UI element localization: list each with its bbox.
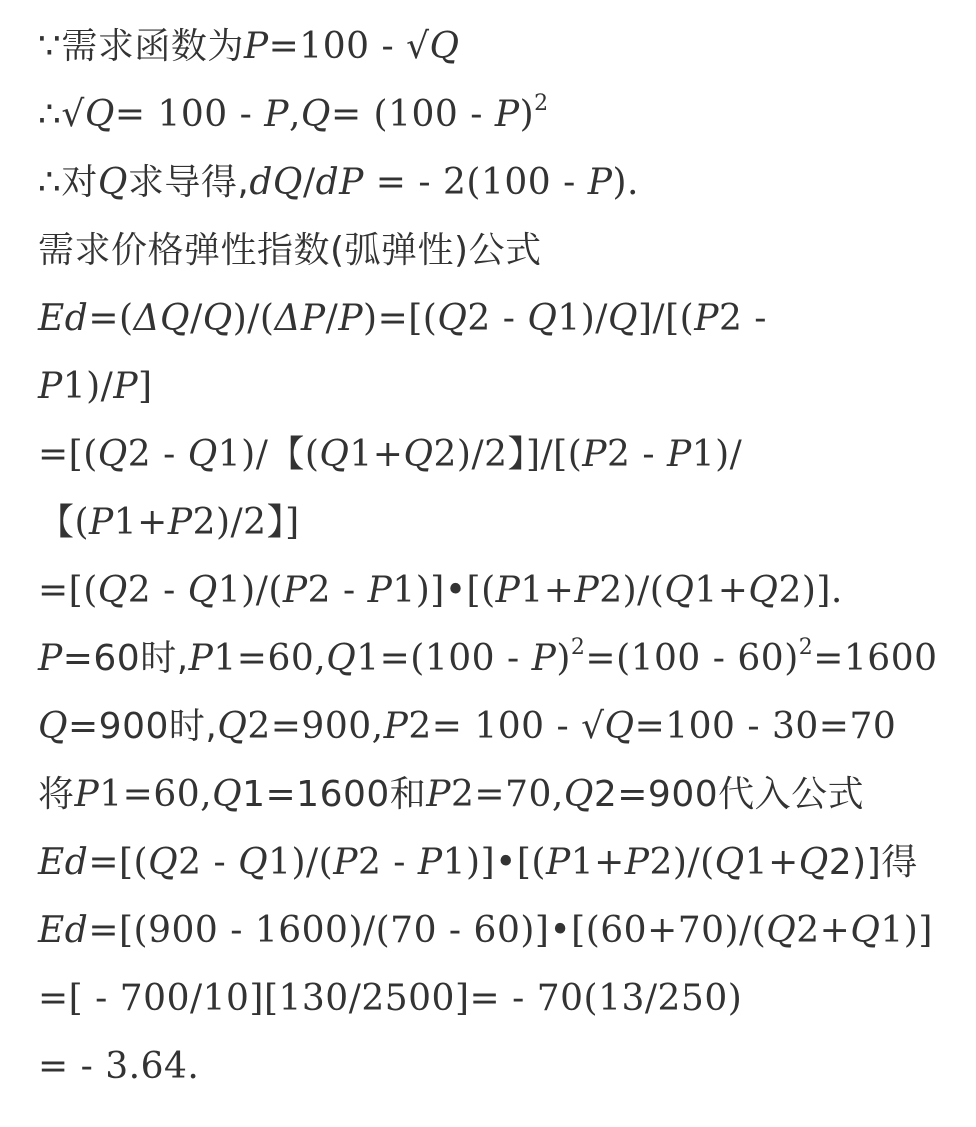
text-segment: )=[(	[363, 298, 438, 339]
text-line	[38, 358, 938, 426]
solution-text	[38, 18, 938, 1106]
text-segment: ∴√	[38, 94, 85, 135]
math-variable: Q	[437, 298, 468, 339]
math-variable: Q	[604, 706, 635, 747]
text-segment: 1+	[694, 570, 749, 611]
math-variable: P	[113, 366, 139, 407]
math-variable: Q	[748, 570, 779, 611]
math-variable: P	[243, 26, 269, 67]
text-segment: 2)]得	[828, 842, 918, 883]
superscript: 2	[798, 635, 814, 660]
text-segment: 2 -	[357, 842, 418, 883]
math-variable: Ed	[38, 910, 89, 951]
math-variable: P	[188, 638, 214, 679]
math-variable: ΔQ	[133, 298, 191, 339]
text-segment: )	[519, 94, 535, 135]
text-segment: )	[556, 638, 571, 679]
math-variable: P	[582, 434, 607, 475]
math-variable: Q	[187, 570, 218, 611]
text-segment: 将	[38, 774, 75, 815]
text-segment: /	[302, 162, 316, 203]
text-segment: 2 -	[606, 434, 667, 475]
text-segment: 1)/【(	[217, 434, 320, 475]
math-variable: P	[531, 638, 557, 679]
text-segment: ∵需求函数为	[38, 26, 244, 67]
math-variable: P	[367, 570, 393, 611]
text-segment: 求导得,	[127, 162, 250, 203]
text-segment: =[(	[38, 434, 98, 475]
math-variable: Q	[38, 706, 69, 747]
math-variable: Q	[319, 434, 350, 475]
text-segment: 2=900代入公式	[593, 774, 865, 815]
text-segment: =[(	[38, 570, 98, 611]
text-segment: 需求价格弹性指数(弧弹性)公式	[38, 230, 542, 271]
text-segment: 1=60,	[213, 638, 327, 679]
text-line	[38, 630, 938, 698]
text-segment: 2)/2】]/[(	[433, 434, 583, 475]
math-variable: Q	[607, 298, 638, 339]
math-variable: Ed	[38, 298, 89, 339]
math-variable: Q	[563, 774, 594, 815]
text-line	[38, 222, 938, 290]
text-segment: 2 -	[718, 298, 767, 339]
math-variable: P	[624, 842, 650, 883]
text-segment: 1+	[570, 842, 625, 883]
text-segment: 1)/	[691, 434, 743, 475]
math-variable: P	[694, 298, 719, 339]
text-segment: )/(	[232, 298, 275, 339]
text-line	[38, 86, 938, 154]
text-line	[38, 902, 938, 970]
math-variable: P	[417, 842, 443, 883]
math-variable: Q	[714, 842, 745, 883]
text-segment: =[ - 700/10][130/2500]= - 70(13/250)	[38, 978, 743, 1019]
text-segment: 2)/(	[649, 842, 715, 883]
math-variable: P	[167, 502, 193, 543]
text-segment: 2=900,	[247, 706, 384, 747]
text-line	[38, 1038, 938, 1106]
text-segment: 1=1600和	[242, 774, 427, 815]
math-variable: Q	[798, 842, 829, 883]
text-line	[38, 562, 938, 630]
math-variable: Q	[238, 842, 269, 883]
text-segment: 1)]	[880, 910, 933, 951]
math-variable: Q	[97, 434, 128, 475]
text-segment: 1=60,	[99, 774, 213, 815]
math-variable: Q	[850, 910, 881, 951]
math-variable: P	[74, 774, 100, 815]
text-segment: /	[190, 298, 203, 339]
math-variable: P	[38, 366, 63, 407]
text-segment: = 100 -	[114, 94, 265, 135]
math-variable: P	[545, 842, 571, 883]
text-segment: 2=70,	[451, 774, 564, 815]
text-segment: =(100 - 60)	[585, 638, 799, 679]
text-segment: =[(	[88, 842, 149, 883]
math-variable: P	[264, 94, 289, 135]
math-variable: Q	[148, 842, 179, 883]
text-line	[38, 494, 938, 562]
math-variable: P	[333, 842, 358, 883]
math-variable: P	[426, 774, 452, 815]
math-variable: Q	[202, 298, 233, 339]
text-segment: 2)/2】]	[192, 502, 300, 543]
math-variable: Ed	[38, 842, 89, 883]
superscript: 2	[570, 635, 586, 660]
text-segment: 1+	[744, 842, 799, 883]
text-segment: 1=(100 -	[356, 638, 532, 679]
math-variable: P	[494, 94, 520, 135]
math-variable: P	[282, 570, 308, 611]
text-segment: = - 3.64.	[38, 1046, 200, 1087]
math-variable: P	[89, 502, 114, 543]
text-segment: 1)/(	[268, 842, 334, 883]
text-segment: /	[325, 298, 339, 339]
text-line	[38, 698, 938, 766]
math-variable: P	[666, 434, 692, 475]
math-variable: P	[587, 162, 613, 203]
text-segment: ]	[138, 366, 153, 407]
math-variable: P	[338, 298, 364, 339]
math-variable: Q	[212, 774, 243, 815]
text-segment: =100 - √	[268, 26, 430, 67]
text-segment: =(	[88, 298, 134, 339]
text-segment: 1)/	[62, 366, 114, 407]
text-line	[38, 970, 938, 1038]
text-segment: =60时,	[62, 638, 189, 679]
math-variable: P	[574, 570, 600, 611]
text-line	[38, 426, 938, 494]
text-line	[38, 154, 938, 222]
math-variable: Q	[326, 638, 357, 679]
text-segment: = (100 -	[330, 94, 495, 135]
text-segment: 【(	[38, 502, 90, 543]
math-variable: P	[383, 706, 409, 747]
text-segment: =900时,	[68, 706, 218, 747]
text-line	[38, 766, 938, 834]
math-variable: Q	[403, 434, 434, 475]
text-segment: ,	[288, 94, 301, 135]
text-segment: =100 - 30=70	[634, 706, 897, 747]
math-variable: Q	[217, 706, 248, 747]
math-variable: Q	[300, 94, 331, 135]
text-segment: 2 -	[307, 570, 368, 611]
text-segment: 2= 100 - √	[408, 706, 605, 747]
math-variable: dQ	[249, 162, 303, 203]
text-segment: 2)].	[778, 570, 843, 611]
text-segment: =[(900 - 1600)/(70 - 60)]•[(60+70)/(	[88, 910, 767, 951]
text-line	[38, 834, 938, 902]
text-segment: 2+	[796, 910, 851, 951]
text-segment: 2 -	[178, 842, 239, 883]
math-variable: Q	[84, 94, 115, 135]
text-segment: ]/[(	[637, 298, 695, 339]
text-line	[38, 290, 938, 358]
text-segment: = - 2(100 -	[363, 162, 588, 203]
text-segment: 1)]•[(	[392, 570, 496, 611]
text-segment: 2 -	[467, 298, 528, 339]
text-segment: 1+	[349, 434, 404, 475]
math-variable: dP	[315, 162, 364, 203]
text-segment: 2 -	[127, 570, 188, 611]
math-variable: Q	[187, 434, 218, 475]
text-segment: 1+	[520, 570, 575, 611]
text-line	[38, 18, 938, 86]
math-variable: Q	[664, 570, 695, 611]
text-segment: ).	[612, 162, 639, 203]
text-segment: =1600	[813, 638, 938, 679]
math-variable: Q	[97, 162, 128, 203]
math-variable: P	[38, 638, 63, 679]
text-segment: 2 -	[127, 434, 188, 475]
superscript: 2	[534, 91, 549, 116]
text-segment: 1+	[113, 502, 168, 543]
text-segment: 1)/(	[217, 570, 283, 611]
math-variable: Q	[527, 298, 558, 339]
text-segment: ∴对	[38, 162, 98, 203]
math-variable: P	[495, 570, 521, 611]
math-variable: ΔP	[274, 298, 326, 339]
math-variable: Q	[766, 910, 797, 951]
text-segment: 2)/(	[599, 570, 665, 611]
math-variable: Q	[97, 570, 128, 611]
text-segment: 1)/	[557, 298, 608, 339]
text-segment: 1)]•[(	[442, 842, 546, 883]
math-variable: Q	[429, 26, 460, 67]
